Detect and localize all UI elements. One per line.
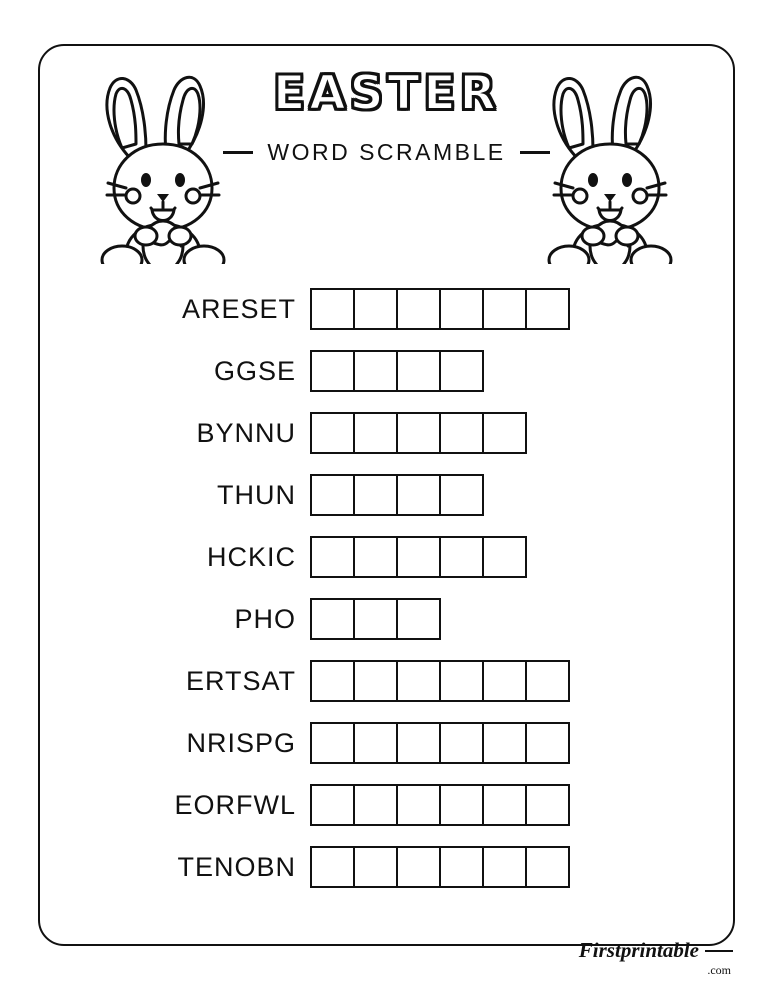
answer-cell[interactable] — [396, 288, 441, 330]
title-block — [177, 66, 597, 166]
answer-boxes — [310, 784, 570, 826]
dash-icon-right — [520, 151, 550, 154]
answer-cell[interactable] — [353, 474, 398, 516]
answer-cell[interactable] — [310, 598, 355, 640]
scrambled-word: TENOBN — [177, 851, 296, 882]
answer-boxes — [310, 350, 484, 392]
page-title: EASTER — [273, 66, 500, 121]
answer-boxes — [310, 474, 484, 516]
answer-cell[interactable] — [310, 350, 355, 392]
scramble-row — [38, 340, 735, 402]
answer-cell[interactable] — [396, 350, 441, 392]
answer-boxes — [310, 722, 570, 764]
answer-cell[interactable] — [439, 288, 484, 330]
answer-cell[interactable] — [310, 722, 355, 764]
footer-rule — [705, 950, 733, 952]
answer-boxes — [310, 288, 570, 330]
page-subtitle: WORD SCRAMBLE — [267, 139, 506, 165]
answer-cell[interactable] — [525, 660, 570, 702]
answer-cell[interactable] — [439, 660, 484, 702]
answer-cell[interactable] — [396, 784, 441, 826]
scrambled-word: BYNNU — [196, 417, 296, 448]
scramble-row — [38, 774, 735, 836]
scramble-list — [38, 278, 735, 898]
answer-cell[interactable] — [353, 722, 398, 764]
scrambled-word: EORFWL — [174, 789, 296, 820]
answer-cell[interactable] — [439, 784, 484, 826]
answer-boxes — [310, 660, 570, 702]
footer-brand: Firstprintable — [578, 938, 699, 962]
answer-cell[interactable] — [439, 536, 484, 578]
scramble-row — [38, 464, 735, 526]
answer-cell[interactable] — [396, 660, 441, 702]
answer-cell[interactable] — [482, 846, 527, 888]
answer-cell[interactable] — [310, 412, 355, 454]
answer-cell[interactable] — [439, 412, 484, 454]
answer-cell[interactable] — [396, 412, 441, 454]
answer-cell[interactable] — [353, 288, 398, 330]
answer-cell[interactable] — [310, 660, 355, 702]
scrambled-word: THUN — [217, 479, 296, 510]
worksheet-header — [38, 52, 735, 252]
subtitle-row — [177, 139, 597, 166]
answer-cell[interactable] — [439, 722, 484, 764]
answer-cell[interactable] — [482, 412, 527, 454]
answer-cell[interactable] — [439, 846, 484, 888]
answer-cell[interactable] — [353, 660, 398, 702]
answer-cell[interactable] — [525, 846, 570, 888]
answer-cell[interactable] — [525, 288, 570, 330]
answer-cell[interactable] — [525, 722, 570, 764]
scramble-row — [38, 650, 735, 712]
answer-cell[interactable] — [396, 846, 441, 888]
answer-boxes — [310, 846, 570, 888]
answer-cell[interactable] — [396, 474, 441, 516]
answer-cell[interactable] — [396, 598, 441, 640]
answer-cell[interactable] — [353, 846, 398, 888]
answer-cell[interactable] — [439, 474, 484, 516]
scrambled-word: HCKIC — [206, 541, 296, 572]
answer-cell[interactable] — [353, 412, 398, 454]
scramble-row — [38, 712, 735, 774]
answer-cell[interactable] — [310, 474, 355, 516]
answer-cell[interactable] — [310, 846, 355, 888]
answer-cell[interactable] — [439, 350, 484, 392]
answer-cell[interactable] — [482, 784, 527, 826]
answer-boxes — [310, 536, 527, 578]
scrambled-word: ERTSAT — [185, 665, 296, 696]
answer-cell[interactable] — [396, 722, 441, 764]
scramble-row — [38, 836, 735, 898]
scramble-row — [38, 278, 735, 340]
scrambled-word: ARESET — [181, 293, 296, 324]
scramble-row — [38, 526, 735, 588]
footer — [579, 940, 733, 976]
footer-tld: .com — [707, 963, 731, 977]
answer-cell[interactable] — [310, 536, 355, 578]
scramble-row — [38, 402, 735, 464]
answer-cell[interactable] — [353, 598, 398, 640]
answer-cell[interactable] — [310, 288, 355, 330]
answer-cell[interactable] — [482, 722, 527, 764]
answer-cell[interactable] — [353, 536, 398, 578]
scrambled-word: PHO — [234, 603, 296, 634]
answer-cell[interactable] — [353, 350, 398, 392]
scrambled-word: NRISPG — [186, 727, 296, 758]
scrambled-word: GGSE — [213, 355, 296, 386]
answer-boxes — [310, 598, 441, 640]
answer-cell[interactable] — [310, 784, 355, 826]
scramble-row — [38, 588, 735, 650]
answer-cell[interactable] — [525, 784, 570, 826]
answer-boxes — [310, 412, 527, 454]
answer-cell[interactable] — [482, 288, 527, 330]
dash-icon-left — [223, 151, 253, 154]
answer-cell[interactable] — [396, 536, 441, 578]
answer-cell[interactable] — [482, 536, 527, 578]
answer-cell[interactable] — [482, 660, 527, 702]
answer-cell[interactable] — [353, 784, 398, 826]
